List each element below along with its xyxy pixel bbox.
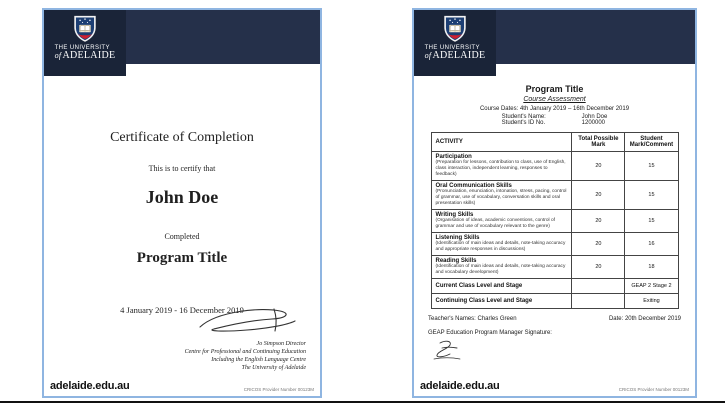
page-footer [50,380,314,392]
student-name: John Doe [145,187,219,207]
teacher-line [428,316,517,322]
header-activity: ACTIVITY [431,133,572,152]
table-header-row [431,133,678,152]
activity-description: (Pronunciation, enunciation, intonation, stress, pacing, control of grammar, use of vocabulary, conversation skills and oral presentation skills) [435,188,567,206]
date-value: 20th December 2019 [624,315,681,322]
table-row [431,180,678,209]
program-title: Program Title [136,250,228,266]
university-name-adelaide: ADELAIDE [62,50,116,62]
activity-description: (Organisation of ideas, academic conventions, control of grammar and use of vocabulary relevant to the genre) [435,217,555,229]
university-name-of: of [54,51,62,61]
table-row [431,255,678,278]
table-row [431,232,678,255]
signatory-university: The University of Adelaide [241,365,306,372]
university-name [425,45,486,62]
assessment-heading [414,84,695,126]
activity-description: (Identification of main ideas and details, note-taking accuracy and vocabulary development) [435,263,566,275]
university-logo-block [44,10,126,76]
student-id-value: 1200000 [581,120,606,126]
completed-label: Completed [164,232,200,241]
page-footer [420,380,689,392]
teacher-name: Charles Green [477,315,517,322]
footer-url: adelaide.edu.au [50,380,130,392]
university-crest-icon [73,15,97,43]
activity-name: Writing Skills [435,211,474,218]
university-header [44,10,320,64]
university-name-line2 [55,51,116,62]
assessment-subtitle: Course Assessment [523,96,586,103]
header-student-mark-comment: Student Mark/Comment [625,133,678,152]
date-line [609,316,681,322]
table-row [431,278,678,293]
activity-description: (Identification of main ideas and details, note-taking accuracy and appropriate responses in discussions) [435,240,566,252]
date-label: Date: [608,315,624,322]
teacher-label: Teacher's Names: [428,315,476,322]
signatory-elc: Including the English Language Centre [211,357,306,364]
signatory-lines [126,340,306,372]
activity-name: Listening Skills [435,234,480,241]
table-row [431,152,678,181]
student-name-label: Student's Name: [501,114,546,120]
footer-url: adelaide.edu.au [420,380,500,392]
manager-signature-image [430,339,464,361]
activity-name: Continuing Class Level and Stage [435,297,533,304]
footer-cricos: CRICOS Provider Number 00123M [243,387,314,392]
university-header [414,10,695,64]
student-name-value: John Doe [581,114,608,120]
activity-name: Current Class Level and Stage [435,282,523,289]
footer-cricos: CRICOS Provider Number 00123M [618,387,689,392]
director-signature-block [126,305,306,372]
manager-signature-label: GEAP Education Program Manager Signature: [428,329,552,336]
signatory-name-title: Jo Simpson Director [256,341,306,347]
possible-mark-cell: 20 [572,232,625,255]
university-crest-icon [443,15,467,43]
possible-mark-cell [572,278,625,293]
table-row [431,293,678,308]
possible-mark-cell: 20 [572,255,625,278]
possible-mark-cell: 20 [572,152,625,181]
university-name-line1: THE UNIVERSITY [54,45,110,51]
student-id-row [502,120,608,126]
student-mark-cell: 15 [625,180,678,209]
certificate-title: Certificate of Completion [110,130,254,145]
student-mark-cell: GEAP 2 Stage 2 [625,278,678,293]
bottom-divider-line [0,401,725,403]
student-mark-cell: 15 [625,152,678,181]
activity-name: Oral Communication Skills [435,182,512,189]
assessment-table [431,132,679,309]
university-name-line1: THE UNIVERSITY [424,45,480,51]
possible-mark-cell: 20 [572,209,625,232]
university-name [55,45,116,62]
student-mark-cell: 16 [625,232,678,255]
signatory-centre: Centre for Professional and Continuing Education [184,349,306,356]
activity-description: (Preparation for lessons, contribution to class, use of English, class interaction, independent learning, responses to feedback) [435,160,566,177]
university-logo-block [414,10,496,76]
certificate-page [42,8,322,398]
course-dates-line: Course Dates: 4th January 2019 – 16th December 2019 [479,106,630,112]
director-signature-image [192,305,302,335]
possible-mark-cell: 20 [572,180,625,209]
student-info-block [502,114,608,126]
assessment-program-title: Program Title [525,84,584,94]
table-row [431,209,678,232]
possible-mark-cell [572,293,625,308]
certificate-body [44,130,320,315]
certify-line: This is to certify that [148,164,216,173]
header-total-possible-mark: Total Possible Mark [572,133,625,152]
student-id-label: Student's ID No. [501,120,546,126]
assessment-page [412,8,697,398]
university-name-adelaide: ADELAIDE [432,50,486,62]
teacher-date-row [428,316,681,322]
activity-name: Reading Skills [435,257,477,264]
student-mark-cell: 18 [625,255,678,278]
university-name-of: of [424,51,432,61]
student-mark-cell: 15 [625,209,678,232]
activity-name: Participation [435,154,472,160]
student-mark-cell: Exiting [625,293,678,308]
certificate-date-range: 4 January 2019 - 16 December 2019 [120,305,244,315]
university-name-line2 [425,51,486,62]
